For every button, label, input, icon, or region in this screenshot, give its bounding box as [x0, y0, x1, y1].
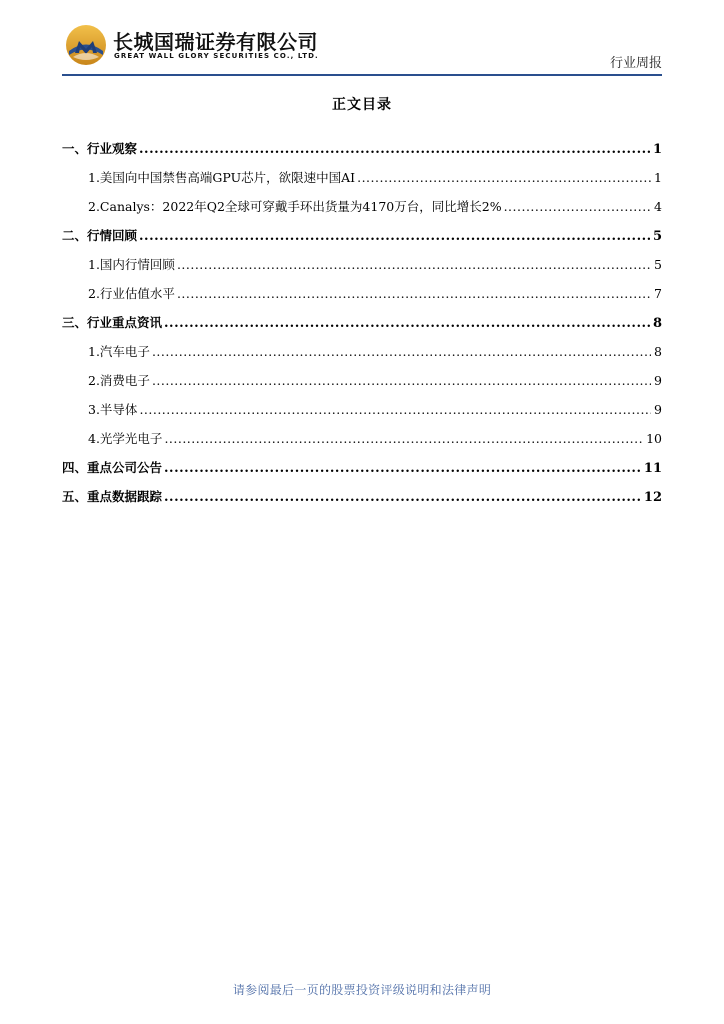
toc-entry-page: 1 [654, 170, 662, 185]
toc-leader-dots [139, 395, 651, 424]
toc-entry-section-3[interactable] [62, 308, 662, 337]
toc-title: 正文目录 [332, 97, 392, 113]
toc-entry-label: 2.消费电子 [88, 373, 150, 388]
toc-leader-dots [164, 454, 641, 483]
toc-entry-page: 4 [654, 199, 662, 214]
toc-entry-label: 1.汽车电子 [88, 344, 150, 359]
toc-entry-label: 五、重点数据跟踪 [62, 489, 163, 504]
toc-entry-page: 8 [652, 316, 662, 331]
toc-entry-label: 1.美国向中国禁售高端GPU芯片，欲限速中国AI [88, 170, 356, 185]
toc-entry-1-1[interactable] [62, 163, 662, 192]
toc-entry-page: 7 [654, 286, 662, 301]
toc-entry-page: 8 [654, 344, 662, 359]
toc-leader-dots [164, 483, 641, 512]
toc-entry-section-1[interactable] [62, 134, 662, 163]
toc-entry-page: 5 [652, 229, 662, 244]
toc-leader-dots [139, 135, 650, 164]
toc-entry-page: 5 [654, 257, 662, 272]
company-name-cn: 长城国瑞证券有限公司 [113, 30, 318, 54]
toc-entry-1-2[interactable] [62, 192, 662, 221]
toc-entry-page: 12 [643, 490, 662, 505]
company-name-en: GREAT WALL GLORY SECURITIES CO., LTD. [114, 52, 319, 60]
toc-leader-dots [139, 222, 650, 251]
toc-entry-3-2[interactable] [62, 366, 662, 395]
toc-entry-page: 11 [643, 461, 662, 476]
toc-entry-page: 9 [654, 402, 662, 417]
toc-entry-label: 2.Canalys：2022年Q2全球可穿戴手环出货量为4170万台，同比增长2% [88, 199, 502, 214]
toc-leader-dots [357, 163, 651, 192]
toc-entry-3-1[interactable] [62, 337, 662, 366]
toc-leader-dots [177, 250, 651, 279]
toc-leader-dots [152, 337, 651, 366]
toc-entry-label: 1.国内行情回顾 [88, 257, 175, 272]
footer-disclaimer: 请参阅最后一页的股票投资评级说明和法律声明 [232, 983, 492, 997]
toc-entry-page: 10 [646, 431, 662, 446]
toc-leader-dots [152, 366, 651, 395]
toc-entry-2-2[interactable] [62, 279, 662, 308]
page-header [62, 22, 662, 74]
header-divider [62, 74, 662, 76]
toc-entry-label: 三、行业重点资讯 [62, 315, 163, 330]
toc-entry-2-1[interactable] [62, 250, 662, 279]
toc-leader-dots [504, 192, 651, 221]
toc-entry-label: 3.半导体 [88, 402, 138, 417]
toc-entry-page: 9 [654, 373, 662, 388]
toc-entry-section-2[interactable] [62, 221, 662, 250]
toc-entry-label: 2.行业估值水平 [88, 286, 175, 301]
toc-entry-page: 1 [652, 142, 662, 157]
table-of-contents [62, 134, 662, 511]
toc-leader-dots [177, 279, 651, 308]
toc-entry-label: 二、行情回顾 [62, 228, 138, 243]
report-type-label: 行业周报 [609, 56, 662, 71]
toc-entry-label: 4.光学光电子 [88, 431, 163, 446]
toc-leader-dots [164, 424, 643, 453]
company-logo-icon [65, 24, 107, 66]
toc-entry-label: 一、行业观察 [62, 141, 138, 156]
toc-leader-dots [164, 309, 650, 338]
toc-entry-section-4[interactable] [62, 453, 662, 482]
toc-entry-label: 四、重点公司公告 [62, 460, 163, 475]
toc-entry-section-5[interactable] [62, 482, 662, 511]
toc-entry-3-3[interactable] [62, 395, 662, 424]
toc-entry-3-4[interactable] [62, 424, 662, 453]
